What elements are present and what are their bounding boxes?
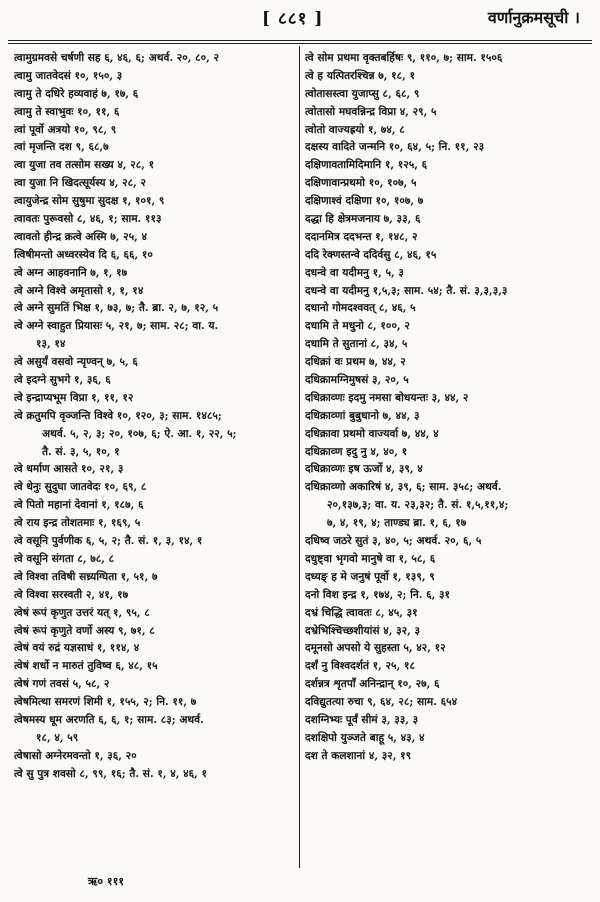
index-entry: दनो विश इन्द्र १, १७४, २; नि. ६, ३१ xyxy=(305,588,451,601)
index-entry: त्वोतो वाज्यह्रयो १, ७४, ८ xyxy=(305,123,405,136)
index-entry: त्वां मृजन्ति दश ९, ६८,७ xyxy=(14,141,109,154)
index-entry: त्वे अग्ने स्वाहुत प्रियासः ५, २१, ७; साम. २८; वा. य. xyxy=(14,320,219,333)
index-entry: त्वोतासस्त्वा युजाप्सु ८, ६८, ९ xyxy=(305,87,420,100)
index-entry: दधिक्रां वः प्रथम ७, ४४, २ xyxy=(305,356,406,369)
index-entry: दधिक्राव्णो अकारिषं ४, ३९, ६; साम. ३५८; अथर्व. xyxy=(305,481,502,494)
index-entry: दर्शन्नत्र शृतपाँ अनिन्द्रान् १०, २७, ६ xyxy=(305,678,440,691)
index-entry: त्वेषमित्था समरणं शिमी १, १५५, २; नि. ११, ७ xyxy=(14,696,197,709)
index-entry: दधुष्ट्वा भृगवो मानुषे वा १, ५८, ६ xyxy=(305,552,436,565)
index-entry: दशक्षिपो युञ्जते बाहू ५, ४३, ४ xyxy=(305,731,425,744)
index-entry: त्वे वसूनि पुर्वणीक ६, ५, २; तै. सं. १, ३, १४, १ xyxy=(14,535,203,548)
index-entry: दधन्वे वा यदीमनु १,५,३; साम. ५४; तै. सं. ३,३,३,३ xyxy=(305,284,508,297)
index-entry: अथर्व. ५, २, ३; २०, १०७, ६; ऐ. आ. १, २२, ५; xyxy=(42,427,237,440)
index-entry: त्वे सोम प्रथमा वृक्तबर्हिषः ९, ११०, ७; साम. १५०६ xyxy=(305,52,503,64)
index-entry: त्विषीमन्तो अध्वरस्येव दि ६, ६६, १० xyxy=(14,248,153,261)
header-rule xyxy=(8,40,592,41)
index-entry: दक्षिणाश्वं दक्षिणा १०, १०७, ७ xyxy=(305,195,424,208)
index-entry: त्वामु ते स्वाभुवः १०, ११, ६ xyxy=(14,105,120,118)
index-entry: १३, १४ xyxy=(36,338,66,351)
index-entry: दध्यङ् ह मे जनुषं पूर्वो १, १३९, ९ xyxy=(305,570,435,583)
index-entry: त्वे राय इन्द्र तोशतमाः १, १६९, ५ xyxy=(14,517,141,530)
index-entry: त्वे असुर्यं वसवो न्यृण्वन् ७, ५, ६ xyxy=(14,356,138,369)
index-entry: त्वे अग्ने विश्वे अमृतासो १, १, १४ xyxy=(14,284,144,297)
index-entry: दक्षिणावान्प्रथमो १०, १०७, ५ xyxy=(305,177,417,190)
index-entry: दधिक्राव्ण इदु नु ४, ४०, १ xyxy=(305,445,408,458)
index-entry: त्वे इदग्ने सुभगे १, ३६, ६ xyxy=(14,374,111,387)
index-entry: त्वे अग्न आहवनानि ७, १, १७ xyxy=(14,266,128,279)
index-entry: दद्धा हि क्षेत्रमजनाय ७, ३३, ६ xyxy=(305,213,421,226)
index-entry: ददानमित्र ददभन्त १, १४८, २ xyxy=(305,230,418,243)
index-entry: त्वे ह यत्पितरश्चिन्न ७, १८, १ xyxy=(305,69,416,82)
index-entry: त्वामु ते दधिरे हव्यवाहं ७, १७, ६ xyxy=(14,87,139,100)
index-entry: दक्षिणावतामिदिमानि १, १२५, ६ xyxy=(305,159,428,172)
index-entry: १८, ४, ५९ xyxy=(36,731,79,744)
index-entry: दर्शं नु विश्वदर्शतं १, २५, १८ xyxy=(305,660,415,673)
index-entry: त्वेषं रूपं कृणुत उत्तरं यत् १, ९५, ८ xyxy=(14,606,150,619)
index-entry: ददि रेक्णस्तन्वे ददिर्वसु ८, ४६, १५ xyxy=(305,248,437,261)
index-entry: त्वावतो हीन्द्र क्रत्वे अस्मि ७, २५, ४ xyxy=(14,230,148,243)
index-entry: त्वे धेनुः सुदुघा जातवेदः १०, ६९, ८ xyxy=(14,481,147,494)
index-entry: दशग्निभ्यः पूर्वं सीमं ३, ३३, ३ xyxy=(305,713,419,726)
index-entry: ७, ४, १९, ४; ताण्ड्य ब्रा. १, ६, १७ xyxy=(327,517,467,530)
index-entry: त्वेषं गणं तवसं ५, ५८, २ xyxy=(14,678,110,691)
index-entry: त्वामुग्रमवसे चर्षणी सह ६, ४६, ६; अथर्व. २०, ८०, २ xyxy=(14,52,220,64)
page-number: [ ८८१ ] xyxy=(262,9,324,29)
signature-mark: ऋ० १११ xyxy=(88,875,125,888)
index-entry: त्वायुजेन्द्र सोम सुषुमा सुदक्ष १, १०१, ९ xyxy=(14,195,165,208)
header-rule-thin xyxy=(8,43,592,44)
left-column xyxy=(14,50,302,784)
index-entry: त्वे विश्वा सरस्वती २, ४१, १७ xyxy=(14,588,129,601)
index-entry: त्वा युजा नि खिदत्सूर्यस्य ४, २८, २ xyxy=(14,177,146,190)
index-entry: दधामि ते मधुनो ८, १००, २ xyxy=(305,320,410,333)
index-entry: त्वे धर्माण आसते १०, २१, ३ xyxy=(14,463,124,476)
index-entry: दधामि ते सुतानां ८, ३४, ५ xyxy=(305,338,408,351)
index-entry: त्वा युजा तव तत्सोम सख्य ४, २८, १ xyxy=(14,159,155,172)
index-entry: दधिक्राव्णः इष ऊर्जो ४, ३९, ४ xyxy=(305,463,423,476)
index-entry: दधानो गोमदश्ववत् ८, ४६, ५ xyxy=(305,302,416,315)
index-entry: दधिक्राव्णः इदमु नमसा बोधयन्तः ३, ४४, २ xyxy=(305,391,469,404)
index-entry: त्वेषमस्य धूम अरणति ६, ६, १; साम. ८३; अथर्व. xyxy=(14,713,204,726)
index-entry: त्वे अग्ने सुमतिं भिक्ष १, ७३, ७; तै. ब्रा. २, ७, १२, ५ xyxy=(14,302,219,315)
index-entry: त्वां पूर्वो अत्रयो १०, ९८, ९ xyxy=(14,123,117,136)
index-entry: त्वावतः पुरूवसो ८, ४६, १; साम. ११३ xyxy=(14,213,162,226)
index-entry: त्वेषं वयं रुद्रं यज्ञसाधं १, ११४, ४ xyxy=(14,642,140,655)
index-entry: त्वेषासो अग्नेरमवन्तो १, ३६, २० xyxy=(14,749,137,762)
index-entry: तै. सं. ३, ५, १०, १ xyxy=(42,445,120,458)
index-entry: दमूनसो अपसो ये सुहस्ता ५, ४२, १२ xyxy=(305,642,446,655)
index-entry: त्वेषं रूपं कृणुते वर्णो अस्य ९, ७१, ८ xyxy=(14,624,155,637)
index-entry: दधन्वे वा यदीमनु १, ५, ३ xyxy=(305,266,404,279)
index-entry: त्वे क्रतुमपि वृञ्जन्ति विश्वे १०, १२०, ३; साम. १४८५; xyxy=(14,409,222,422)
index-entry: दधिक्राव्णां बुबुधानो ७, ४४, ३ xyxy=(305,409,420,422)
index-entry: त्वे पितो महानां देवानां १, १८७, ६ xyxy=(14,499,144,512)
index-entry: दविद्युतत्या रुचा ९, ६४, २८; साम. ६५४ xyxy=(305,696,458,709)
index-entry: दभ्रेभिश्चिच्छशीयांसं ४, ३२, ३ xyxy=(305,624,421,637)
index-entry: त्वामु जातवेदसं १०, १५०, ३ xyxy=(14,69,123,82)
index-entry: दधिक्रावा प्रथमो वाज्यर्वा ७, ४४, ४ xyxy=(305,427,439,440)
index-entry: त्वे वसूनि संगता ८, ७८, ८ xyxy=(14,552,115,565)
index-entry: त्वे इन्द्राप्यभूम विप्रा १, ११, १२ xyxy=(14,391,134,404)
index-entry: त्वे सु पुत्र शवसो ८, ९९, १६; तै. सं. १, ४, ४६, १ xyxy=(14,767,207,780)
index-entry: दधिष्व जठरे सुतं ३, ४०, ५; अथर्व. २०, ६, ५ xyxy=(305,535,482,548)
index-entry: दधिक्रामग्निमुषसं ३, २०, ५ xyxy=(305,374,409,387)
index-entry: दश ते कलशानां ४, ३२, १९ xyxy=(305,749,412,762)
index-entry: २०,१३७,३; वा. य. २३,३२; तै. सं. १,५,११,४; xyxy=(327,499,509,512)
index-entry: त्वेषं शर्धो न मारुतं तुविष्व ६, ४८, १५ xyxy=(14,660,158,673)
running-head: वर्णानुक्रमसूची । xyxy=(487,8,580,27)
index-entry: त्वे विश्वा तविषी सध्र्यग्घिता १, ५१, ७ xyxy=(14,570,158,583)
page-header xyxy=(0,0,600,34)
index-entry: दभ्रं चिद्धि त्वावतः ८, ४५, ३१ xyxy=(305,606,418,619)
index-entry: त्वोतासो मघवन्निन्द्र विप्रा ४, २९, ५ xyxy=(305,105,437,118)
index-entry: दक्षस्य वादिते जन्मनि १०, ६४, ५; नि. ११, २३ xyxy=(305,141,485,154)
right-column xyxy=(305,50,591,766)
